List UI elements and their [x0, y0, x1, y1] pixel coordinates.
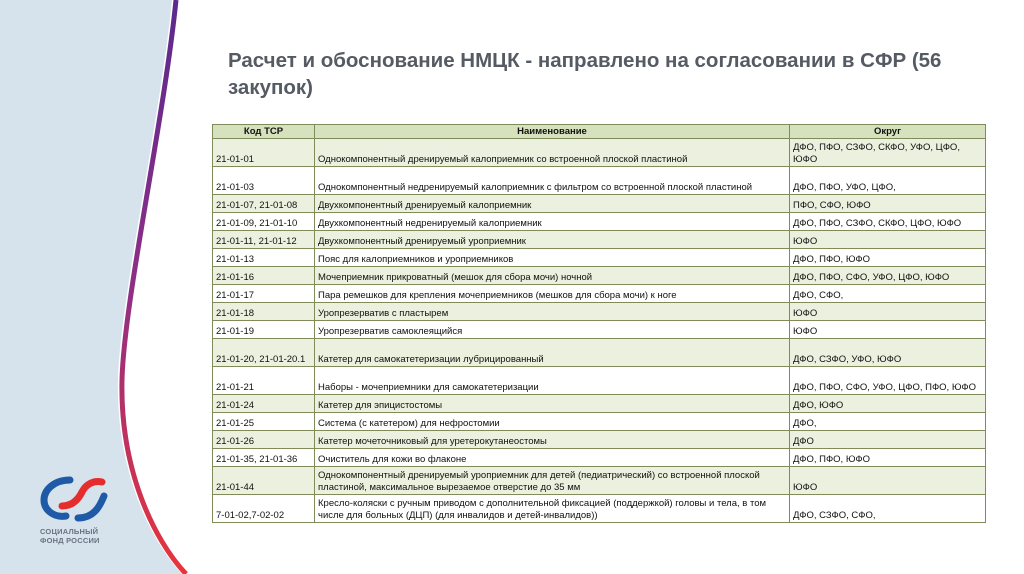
slide-title: Расчет и обоснование НМЦК - направлено на согласовании в СФР (56 закупок): [228, 49, 942, 99]
table-row: [213, 431, 986, 449]
cell-name: Система (с катетером) для нефростомии: [315, 413, 790, 431]
sfr-logo-icon: [32, 472, 152, 528]
logo-line-1: СОЦИАЛЬНЫЙ: [40, 527, 99, 536]
cell-code: 21-01-16: [213, 267, 315, 285]
logo-line-2: ФОНД РОССИИ: [40, 535, 100, 545]
cell-district: ДФО, ПФО, ЮФО: [790, 449, 986, 467]
cell-district: ЮФО: [790, 467, 986, 495]
cell-name: Однокомпонентный дренируемый уроприемник для детей (педиатрический) со встроенной плоской пластиной, максимальное вырезаемое отверстие до 35 мм: [315, 467, 790, 495]
cell-district: ДФО, ПФО, СФО, УФО, ЦФО, ЮФО: [790, 267, 986, 285]
table-row: [213, 139, 986, 167]
cell-code: 21-01-25: [213, 413, 315, 431]
cell-code: 21-01-18: [213, 303, 315, 321]
cell-district: ЮФО: [790, 321, 986, 339]
cell-name: Катетер для самокатетеризации лубрицированный: [315, 339, 790, 367]
cell-district: ДФО, ПФО, СЗФО, СКФО, УФО, ЦФО, ЮФО: [790, 139, 986, 167]
cell-name: Уропрезерватив самоклеящийся: [315, 321, 790, 339]
table-row: [213, 413, 986, 431]
cell-name: Кресло-коляски с ручным приводом с дополнительной фиксацией (поддержкой) головы и тела, в том числе для больных (ДЦП) (для инвалидов и детей-инвалидов)): [315, 495, 790, 523]
cell-code: 21-01-26: [213, 431, 315, 449]
cell-code: 21-01-44: [213, 467, 315, 495]
cell-name: Катетер для эпицистостомы: [315, 395, 790, 413]
cell-code: 21-01-07, 21-01-08: [213, 195, 315, 213]
cell-name: Двухкомпонентный недренируемый калоприемник: [315, 213, 790, 231]
cell-district: ЮФО: [790, 303, 986, 321]
cell-district: ДФО, ПФО, УФО, ЦФО,: [790, 167, 986, 195]
cell-code: 21-01-03: [213, 167, 315, 195]
cell-district: ДФО, СЗФО, УФО, ЮФО: [790, 339, 986, 367]
cell-district: ДФО, ЮФО: [790, 395, 986, 413]
cell-name: Однокомпонентный недренируемый калоприемник с фильтром со встроенной плоской пластиной: [315, 167, 790, 195]
cell-code: 7-01-02,7-02-02: [213, 495, 315, 523]
cell-name: Пояс для калоприемников и уроприемников: [315, 249, 790, 267]
cell-name: Мочеприемник прикроватный (мешок для сбора мочи) ночной: [315, 267, 790, 285]
cell-code: 21-01-17: [213, 285, 315, 303]
cell-code: 21-01-13: [213, 249, 315, 267]
table-row: [213, 249, 986, 267]
cell-district: ДФО, ПФО, СФО, УФО, ЦФО, ПФО, ЮФО: [790, 367, 986, 395]
cell-code: 21-01-24: [213, 395, 315, 413]
cell-district: ДФО, СФО,: [790, 285, 986, 303]
table-row: [213, 267, 986, 285]
logo-caption: [40, 528, 100, 545]
header-code: Код ТСР: [213, 125, 315, 139]
cell-name: Очиститель для кожи во флаконе: [315, 449, 790, 467]
table-row: [213, 231, 986, 249]
cell-code: 21-01-20, 21-01-20.1: [213, 339, 315, 367]
cell-name: Двухкомпонентный дренируемый уроприемник: [315, 231, 790, 249]
header-name: Наименование: [315, 125, 790, 139]
header-district: Округ: [790, 125, 986, 139]
table-header-row: [213, 125, 986, 139]
cell-code: 21-01-01: [213, 139, 315, 167]
table-row: [213, 167, 986, 195]
table-row: [213, 449, 986, 467]
table-row: [213, 213, 986, 231]
procurement-table: [212, 124, 986, 523]
cell-code: 21-01-19: [213, 321, 315, 339]
cell-district: ДФО: [790, 431, 986, 449]
table-row: [213, 495, 986, 523]
cell-code: 21-01-21: [213, 367, 315, 395]
cell-code: 21-01-09, 21-01-10: [213, 213, 315, 231]
table-row: [213, 339, 986, 367]
table-row: [213, 467, 986, 495]
table-row: [213, 321, 986, 339]
cell-district: ДФО,: [790, 413, 986, 431]
cell-district: ДФО, СЗФО, СФО,: [790, 495, 986, 523]
cell-district: ДФО, ПФО, ЮФО: [790, 249, 986, 267]
table-row: [213, 195, 986, 213]
cell-name: Уропрезерватив с пластырем: [315, 303, 790, 321]
table-row: [213, 367, 986, 395]
cell-code: 21-01-35, 21-01-36: [213, 449, 315, 467]
cell-name: Пара ремешков для крепления мочеприемников (мешков для сбора мочи) к ноге: [315, 285, 790, 303]
cell-name: Однокомпонентный дренируемый калоприемник со встроенной плоской пластиной: [315, 139, 790, 167]
cell-name: Катетер мочеточниковый для уретерокутанеостомы: [315, 431, 790, 449]
cell-name: Двухкомпонентный дренируемый калоприемник: [315, 195, 790, 213]
table-row: [213, 285, 986, 303]
table-row: [213, 395, 986, 413]
cell-code: 21-01-11, 21-01-12: [213, 231, 315, 249]
table-row: [213, 303, 986, 321]
cell-district: ЮФО: [790, 231, 986, 249]
cell-district: ПФО, СФО, ЮФО: [790, 195, 986, 213]
cell-district: ДФО, ПФО, СЗФО, СКФО, ЦФО, ЮФО: [790, 213, 986, 231]
cell-name: Наборы - мочеприемники для самокатетеризации: [315, 367, 790, 395]
